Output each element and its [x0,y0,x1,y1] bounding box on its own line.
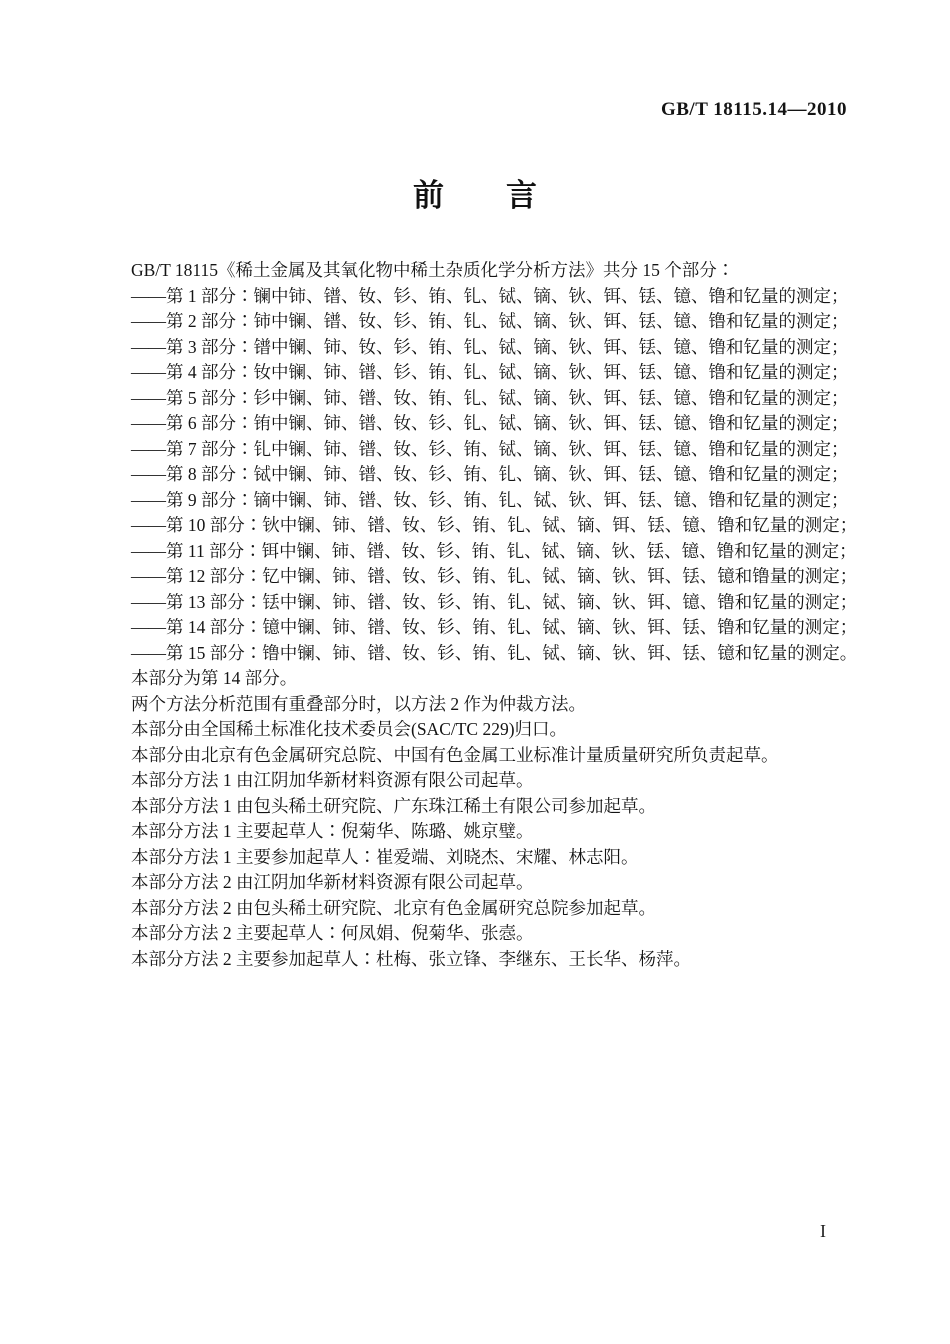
part-item-9: ——第 9 部分∶镝中镧、铈、镨、钕、钐、铕、钆、铽、钬、铒、铥、镱、镥和钇量的测定； [131,489,849,510]
part-item-4: ——第 4 部分∶钕中镧、铈、镨、钐、铕、钆、铽、镝、钬、铒、铥、镱、镥和钇量的测定； [131,362,849,382]
foreword-paragraph-3: 本部分由全国稀土标准化技术委员会(SAC/TC 229)归口。 [131,719,568,739]
standard-number: GB/T 18115.14—2010 [660,99,847,120]
foreword-paragraph-5: 本部分方法 1 由江阴加华新材料资源有限公司起草。 [131,770,534,790]
foreword-body [131,258,858,972]
part-item-11: ——第 11 部分∶铒中镧、铈、镨、钕、钐、铕、钆、铽、镝、钬、铥、镱、镥和钇量的测定； [131,540,857,561]
foreword-paragraph-6: 本部分方法 1 由包头稀土研究院、广东珠江稀土有限公司参加起草。 [131,795,656,816]
foreword-paragraph-8: 本部分方法 1 主要参加起草人∶崔爱端、刘晓杰、宋耀、林志阳。 [131,846,639,867]
part-item-5: ——第 5 部分∶钐中镧、铈、镨、钕、铕、钆、铽、镝、钬、铒、铥、镱、镥和钇量的测定； [131,387,849,408]
part-item-6: ——第 6 部分∶铕中镧、铈、镨、钕、钐、钆、铽、镝、钬、铒、铥、镱、镥和钇量的测定； [131,413,849,433]
foreword-title: 前 言 [413,178,537,213]
part-item-2: ——第 2 部分∶铈中镧、镨、钕、钐、铕、钆、铽、镝、钬、铒、铥、镱、镥和钇量的测定； [131,311,849,331]
part-item-10: ——第 10 部分∶钬中镧、铈、镨、钕、钐、铕、钆、铽、镝、铒、铥、镱、镥和钇量的测定； [131,515,858,535]
part-item-14: ——第 14 部分∶镱中镧、铈、镨、钕、钐、铕、钆、铽、镝、钬、铒、铥、镥和钇量的测定； [131,617,858,637]
part-item-1: ——第 1 部分∶镧中铈、镨、钕、钐、铕、钆、铽、镝、钬、铒、铥、镱、镥和钇量的测定； [131,285,849,306]
foreword-paragraph-7: 本部分方法 1 主要起草人∶倪菊华、陈璐、姚京璧。 [131,821,534,841]
part-item-7: ——第 7 部分∶钆中镧、铈、镨、钕、钐、铕、铽、镝、钬、铒、铥、镱、镥和钇量的测定； [131,438,849,459]
foreword-paragraph-2: 两个方法分析范围有重叠部分时，以方法 2 作为仲裁方法。 [131,693,586,714]
foreword-intro: GB/T 18115《稀土金属及其氧化物中稀土杂质化学分析方法》共分 15 个部分∶ [131,260,735,280]
part-item-13: ——第 13 部分∶铥中镧、铈、镨、钕、钐、铕、钆、铽、镝、钬、铒、镱、镥和钇量的测定； [131,591,858,612]
part-item-8: ——第 8 部分∶铽中镧、铈、镨、钕、钐、铕、钆、镝、钬、铒、铥、镱、镥和钇量的测定； [131,464,849,484]
page-number: I [820,1221,826,1241]
foreword-paragraph-4: 本部分由北京有色金属研究总院、中国有色金属工业标准计量质量研究所负责起草。 [131,744,779,765]
foreword-paragraph-11: 本部分方法 2 主要起草人∶何凤娟、倪菊华、张悫。 [131,923,534,943]
foreword-paragraph-1: 本部分为第 14 部分。 [131,668,298,688]
part-item-3: ——第 3 部分∶镨中镧、铈、钕、钐、铕、钆、铽、镝、钬、铒、铥、镱、镥和钇量的测定； [131,336,849,357]
foreword-paragraph-12: 本部分方法 2 主要参加起草人∶杜梅、张立锋、李继东、王长华、杨萍。 [131,948,691,969]
foreword-paragraph-9: 本部分方法 2 由江阴加华新材料资源有限公司起草。 [131,872,534,892]
part-item-12: ——第 12 部分∶钇中镧、铈、镨、钕、钐、铕、钆、铽、镝、钬、铒、铥、镱和镥量的测定； [131,566,858,586]
part-item-15: ——第 15 部分∶镥中镧、铈、镨、钕、钐、铕、钆、铽、镝、钬、铒、铥、镱和钇量的测定。 [131,642,858,663]
foreword-paragraph-10: 本部分方法 2 由包头稀土研究院、北京有色金属研究总院参加起草。 [131,897,656,918]
